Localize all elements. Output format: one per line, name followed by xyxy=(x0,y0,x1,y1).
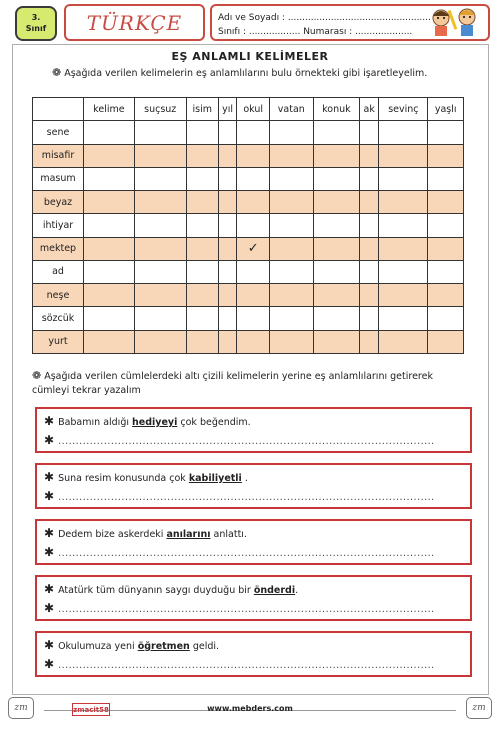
star-bullet-icon: ✱ xyxy=(44,414,55,428)
underlined-word: hediyeyi xyxy=(132,417,178,428)
table-row xyxy=(33,260,464,283)
row-label: neşe xyxy=(33,284,84,307)
answer-cell[interactable] xyxy=(379,121,428,144)
answer-cell[interactable] xyxy=(269,237,313,260)
answer-cell[interactable] xyxy=(218,121,237,144)
answer-cell[interactable] xyxy=(134,330,186,353)
answer-cell[interactable] xyxy=(237,191,269,214)
row-label: ihtiyar xyxy=(33,214,84,237)
table-row xyxy=(33,284,464,307)
sentence-before: Dedem bize askerdeki xyxy=(58,529,167,540)
answer-cell[interactable] xyxy=(237,167,269,190)
star-bullet-icon: ✱ xyxy=(44,657,55,671)
answer-cell[interactable] xyxy=(237,284,269,307)
table-row xyxy=(33,167,464,190)
answer-cell[interactable] xyxy=(379,144,428,167)
answer-cell[interactable] xyxy=(360,144,379,167)
row-label: beyaz xyxy=(33,191,84,214)
star-bullet-icon: ✱ xyxy=(44,582,55,596)
answer-cell[interactable] xyxy=(269,214,313,237)
answer-line[interactable]: ........................................................................................................... xyxy=(58,492,435,503)
column-header: yıl xyxy=(218,98,237,121)
answer-cell[interactable] xyxy=(134,167,186,190)
sentence-after: anlattı. xyxy=(210,529,247,540)
answer-cell[interactable] xyxy=(186,167,218,190)
instruction-1 xyxy=(52,66,427,81)
answer-cell[interactable] xyxy=(218,167,237,190)
answer-cell[interactable] xyxy=(134,121,186,144)
answer-cell[interactable] xyxy=(237,330,269,353)
answer-cell[interactable] xyxy=(379,330,428,353)
answer-cell[interactable] xyxy=(269,191,313,214)
table-row xyxy=(33,330,464,353)
answer-cell[interactable] xyxy=(428,307,464,330)
class-number-field[interactable]: Sınıfı : .................. Numarası : .................... xyxy=(218,27,413,37)
answer-cell[interactable] xyxy=(237,214,269,237)
sentence-after: çok beğendim. xyxy=(177,417,251,428)
worksheet-title: EŞ ANLAMLI KELİMELER xyxy=(171,50,329,63)
row-label: masum xyxy=(33,167,84,190)
answer-cell[interactable] xyxy=(360,237,379,260)
sentence-box xyxy=(35,407,472,453)
table-corner xyxy=(33,98,84,121)
answer-cell[interactable] xyxy=(313,144,359,167)
answer-cell[interactable] xyxy=(360,330,379,353)
answer-cell[interactable] xyxy=(84,191,135,214)
answer-line[interactable]: ........................................................................................................... xyxy=(58,604,435,615)
answer-cell[interactable] xyxy=(313,330,359,353)
answer-cell[interactable] xyxy=(360,121,379,144)
answer-cell[interactable] xyxy=(269,307,313,330)
answer-cell[interactable] xyxy=(313,121,359,144)
answer-cell[interactable] xyxy=(218,144,237,167)
flower-bullet-icon: ❁ xyxy=(32,369,42,382)
answer-cell[interactable] xyxy=(428,144,464,167)
column-header: sevinç xyxy=(379,98,428,121)
answer-cell[interactable] xyxy=(269,260,313,283)
answer-cell[interactable] xyxy=(313,284,359,307)
star-bullet-icon: ✱ xyxy=(44,545,55,559)
table-row xyxy=(33,237,464,260)
answer-cell[interactable] xyxy=(218,214,237,237)
row-label: ad xyxy=(33,260,84,283)
table-row xyxy=(33,214,464,237)
instruction-2-line-2: cümleyi tekrar yazalım xyxy=(32,385,141,396)
column-header: kelime xyxy=(84,98,135,121)
answer-cell[interactable] xyxy=(134,191,186,214)
underlined-word: önderdi xyxy=(253,585,296,596)
answer-cell[interactable] xyxy=(269,144,313,167)
answer-cell[interactable] xyxy=(186,284,218,307)
answer-cell[interactable] xyxy=(218,284,237,307)
answer-cell[interactable] xyxy=(379,284,428,307)
synonym-table xyxy=(32,97,464,354)
answer-cell[interactable] xyxy=(313,260,359,283)
answer-cell[interactable] xyxy=(428,330,464,353)
answer-cell[interactable] xyxy=(360,284,379,307)
column-header: konuk xyxy=(313,98,359,121)
answer-cell[interactable] xyxy=(84,144,135,167)
table-row xyxy=(33,144,464,167)
table-row xyxy=(33,307,464,330)
answer-cell[interactable] xyxy=(84,237,135,260)
answer-cell[interactable] xyxy=(313,237,359,260)
grade-label: Sınıf xyxy=(25,24,47,33)
answer-cell[interactable] xyxy=(379,191,428,214)
column-header: suçsuz xyxy=(134,98,186,121)
answer-cell[interactable] xyxy=(237,144,269,167)
answer-cell[interactable] xyxy=(84,260,135,283)
sentence-box xyxy=(35,631,472,677)
underlined-word: öğretmen xyxy=(137,641,190,652)
answer-cell[interactable] xyxy=(134,214,186,237)
footer-url[interactable]: www.mebders.com xyxy=(207,704,293,713)
answer-cell[interactable] xyxy=(186,330,218,353)
answer-cell[interactable] xyxy=(269,284,313,307)
row-label: sözcük xyxy=(33,307,84,330)
instruction-2-line-1: Aşağıda verilen cümlelerdeki altı çizili kelimelerin yerine eş anlamlılarını getirerek xyxy=(44,371,433,382)
answer-cell[interactable] xyxy=(313,214,359,237)
row-label: sene xyxy=(33,121,84,144)
check-mark-icon: ✓ xyxy=(247,241,259,257)
answer-cell[interactable] xyxy=(313,167,359,190)
answer-cell[interactable] xyxy=(360,167,379,190)
answer-cell[interactable] xyxy=(379,260,428,283)
answer-cell-checked[interactable] xyxy=(237,237,269,260)
answer-cell[interactable] xyxy=(360,214,379,237)
sentence-after: . xyxy=(241,473,248,484)
author-tag: zmacit58 xyxy=(72,703,110,716)
star-bullet-icon: ✱ xyxy=(44,433,55,447)
underlined-word: anılarını xyxy=(166,529,211,540)
answer-cell[interactable] xyxy=(84,307,135,330)
star-bullet-icon: ✱ xyxy=(44,489,55,503)
column-header: ak xyxy=(360,98,379,121)
answer-cell[interactable] xyxy=(218,307,237,330)
answer-cell[interactable] xyxy=(428,121,464,144)
flower-bullet-icon: ❁ xyxy=(52,66,62,79)
answer-line[interactable]: ........................................................................................................... xyxy=(58,436,435,447)
row-label: yurt xyxy=(33,330,84,353)
row-label: misafir xyxy=(33,144,84,167)
answer-cell[interactable] xyxy=(134,284,186,307)
answer-cell[interactable] xyxy=(428,284,464,307)
answer-cell[interactable] xyxy=(84,214,135,237)
answer-cell[interactable] xyxy=(134,260,186,283)
sentence-box xyxy=(35,463,472,509)
answer-cell[interactable] xyxy=(237,121,269,144)
star-bullet-icon: ✱ xyxy=(44,601,55,615)
sentence-box xyxy=(35,519,472,565)
sentence-after: . xyxy=(295,585,299,596)
answer-cell[interactable] xyxy=(379,237,428,260)
answer-cell[interactable] xyxy=(186,191,218,214)
name-field[interactable]: Adı ve Soyadı : .................................................. xyxy=(218,13,431,23)
answer-cell[interactable] xyxy=(237,260,269,283)
instruction-2 xyxy=(32,369,433,398)
row-label: mektep xyxy=(33,237,84,260)
answer-cell[interactable] xyxy=(186,121,218,144)
answer-cell[interactable] xyxy=(428,191,464,214)
sentence-box xyxy=(35,575,472,621)
star-bullet-icon: ✱ xyxy=(44,638,55,652)
answer-cell[interactable] xyxy=(186,260,218,283)
answer-cell[interactable] xyxy=(186,307,218,330)
answer-cell[interactable] xyxy=(379,167,428,190)
answer-cell[interactable] xyxy=(186,214,218,237)
column-header: vatan xyxy=(269,98,313,121)
sentence-before: Atatürk tüm dünyanın saygı duyduğu bir xyxy=(58,585,254,596)
sentence-before: Okulumuza yeni xyxy=(58,641,138,652)
answer-cell[interactable] xyxy=(186,237,218,260)
answer-cell[interactable] xyxy=(269,167,313,190)
answer-cell[interactable] xyxy=(428,260,464,283)
answer-cell[interactable] xyxy=(313,307,359,330)
answer-cell[interactable] xyxy=(218,330,237,353)
logo-right: zm xyxy=(466,697,492,719)
answer-cell[interactable] xyxy=(360,307,379,330)
answer-cell[interactable] xyxy=(134,307,186,330)
answer-cell[interactable] xyxy=(360,260,379,283)
sentence-before: Suna resim konusunda çok xyxy=(58,473,189,484)
answer-cell[interactable] xyxy=(360,191,379,214)
grade-number: 3. xyxy=(31,13,41,22)
answer-cell[interactable] xyxy=(379,307,428,330)
sentence-after: geldi. xyxy=(189,641,220,652)
children-illustration-icon xyxy=(427,6,485,38)
underlined-word: kabiliyetli xyxy=(188,473,242,484)
answer-cell[interactable] xyxy=(428,214,464,237)
answer-cell[interactable] xyxy=(84,167,135,190)
answer-cell[interactable] xyxy=(237,307,269,330)
instruction-1-text: Aşağıda verilen kelimelerin eş anlamlılarını bulu örnekteki gibi işaretleyelim. xyxy=(64,68,428,79)
answer-cell[interactable] xyxy=(269,121,313,144)
table-row xyxy=(33,121,464,144)
answer-cell[interactable] xyxy=(428,167,464,190)
answer-cell[interactable] xyxy=(84,121,135,144)
answer-cell[interactable] xyxy=(134,144,186,167)
answer-cell[interactable] xyxy=(218,260,237,283)
column-header: okul xyxy=(237,98,269,121)
answer-cell[interactable] xyxy=(313,191,359,214)
column-header: yaşlı xyxy=(428,98,464,121)
column-header: isim xyxy=(186,98,218,121)
star-bullet-icon: ✱ xyxy=(44,470,55,484)
answer-cell[interactable] xyxy=(134,237,186,260)
star-bullet-icon: ✱ xyxy=(44,526,55,540)
table-row xyxy=(33,191,464,214)
answer-cell[interactable] xyxy=(84,330,135,353)
answer-cell[interactable] xyxy=(84,284,135,307)
answer-cell[interactable] xyxy=(428,237,464,260)
answer-line[interactable]: ........................................................................................................... xyxy=(58,660,435,671)
logo-left: zm xyxy=(8,697,34,719)
answer-line[interactable]: ........................................................................................................... xyxy=(58,548,435,559)
sentence-before: Babamın aldığı xyxy=(58,417,133,428)
answer-cell[interactable] xyxy=(186,144,218,167)
grade-badge xyxy=(15,6,57,41)
answer-cell[interactable] xyxy=(379,214,428,237)
subject-title: TÜRKÇE xyxy=(64,4,205,41)
answer-cell[interactable] xyxy=(218,191,237,214)
answer-cell[interactable] xyxy=(218,237,237,260)
answer-cell[interactable] xyxy=(269,330,313,353)
